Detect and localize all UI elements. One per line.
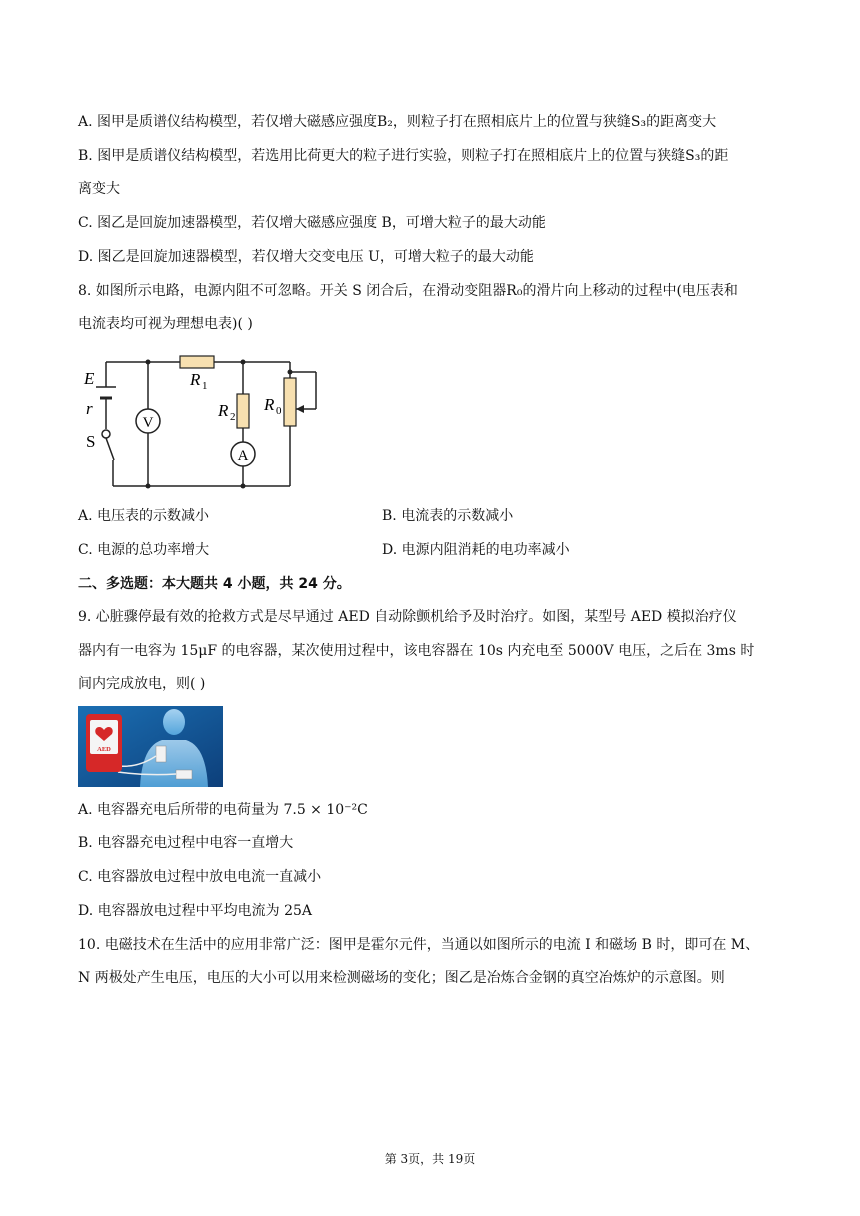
aed-illustration	[78, 706, 223, 787]
r2-subscript: 2	[230, 411, 236, 423]
q7-option-c: C. 图乙是回旋加速器模型，若仅增大磁感应强度 B，可增大粒子的最大动能	[78, 215, 546, 231]
switch-pivot	[102, 430, 110, 438]
q7-option-a: A. 图甲是质谱仪结构模型，若仅增大磁感应强度B₂，则粒子打在照相底片上的位置与狭缝S₃的距离变大	[78, 114, 717, 130]
r1-subscript: 1	[202, 380, 208, 392]
resistor-r1	[180, 356, 214, 368]
r0-label: R	[264, 395, 275, 414]
resistor-r2	[237, 394, 249, 428]
q8-stem-line1: 8. 如图所示电路，电源内阻不可忽略。开关 S 闭合后，在滑动变阻器R₀的滑片向上移动的过程中(电压表和	[78, 283, 738, 299]
q8-option-b: B. 电流表的示数减小	[382, 508, 514, 524]
q9-stem-line1: 9. 心脏骤停最有效的抢救方式是尽早通过 AED 自动除颤机给予及时治疗。如图，某型号 AED 模拟治疗仪	[78, 609, 737, 625]
internal-resistance-label: r	[86, 399, 93, 418]
q9-option-d: D. 电容器放电过程中平均电流为 25A	[78, 903, 313, 919]
switch-label: S	[86, 432, 96, 451]
q8-stem-line2: 电流表均可视为理想电表)( )	[78, 316, 253, 332]
page-footer: 第 3页，共 19页	[384, 1152, 476, 1166]
q10-stem-line1: 10. 电磁技术在生活中的应用非常广泛：图甲是霍尔元件，当通以如图所示的电流 I 和磁场 B 时，即可在 M、	[78, 937, 760, 953]
q9-option-b: B. 电容器充电过程中电容一直增大	[78, 835, 294, 851]
q10-stem-line2: N 两极处产生电压，电压的大小可以用来检测磁场的变化；图乙是冶炼合金钢的真空冶炼炉的示意图。则	[78, 970, 725, 986]
rheostat-r0	[284, 378, 296, 426]
q7-option-b-line1: B. 图甲是质谱仪结构模型，若选用比荷更大的粒子进行实验，则粒子打在照相底片上的位置与狭缝S₃的距	[78, 148, 729, 164]
aed-device-label: AED	[97, 746, 111, 753]
q9-option-a: A. 电容器充电后所带的电荷量为 7.5 × 10⁻²C	[78, 802, 368, 818]
q9-option-c: C. 电容器放电过程中放电电流一直减小	[78, 869, 322, 885]
q9-stem-line2: 器内有一电容为 15μF 的电容器，某次使用过程中，该电容器在 10s 内充电至 5000V 电压，之后在 3ms 时	[78, 643, 755, 659]
r0-subscript: 0	[276, 405, 282, 417]
voltmeter-label: V	[142, 415, 154, 431]
q8-option-c: C. 电源的总功率增大	[78, 542, 210, 558]
r1-label: R	[190, 370, 201, 389]
q9-stem-line3: 间内完成放电，则( )	[78, 676, 206, 692]
junction-dots	[146, 360, 293, 489]
emf-label: E	[84, 369, 95, 388]
circuit-diagram	[78, 352, 328, 492]
q8-option-d: D. 电源内阻消耗的电功率减小	[382, 542, 570, 558]
q7-option-b-line2: 离变大	[78, 181, 120, 197]
slider-arrow	[296, 405, 304, 413]
section-heading-multiple-choice: 二、多选题：本大题共 4 小题，共 24 分。	[78, 576, 351, 592]
q7-option-d: D. 图乙是回旋加速器模型，若仅增大交变电压 U，可增大粒子的最大动能	[78, 249, 534, 265]
ammeter-label: A	[237, 448, 249, 464]
r2-label: R	[218, 401, 229, 420]
q8-option-a: A. 电压表的示数减小	[78, 508, 210, 524]
